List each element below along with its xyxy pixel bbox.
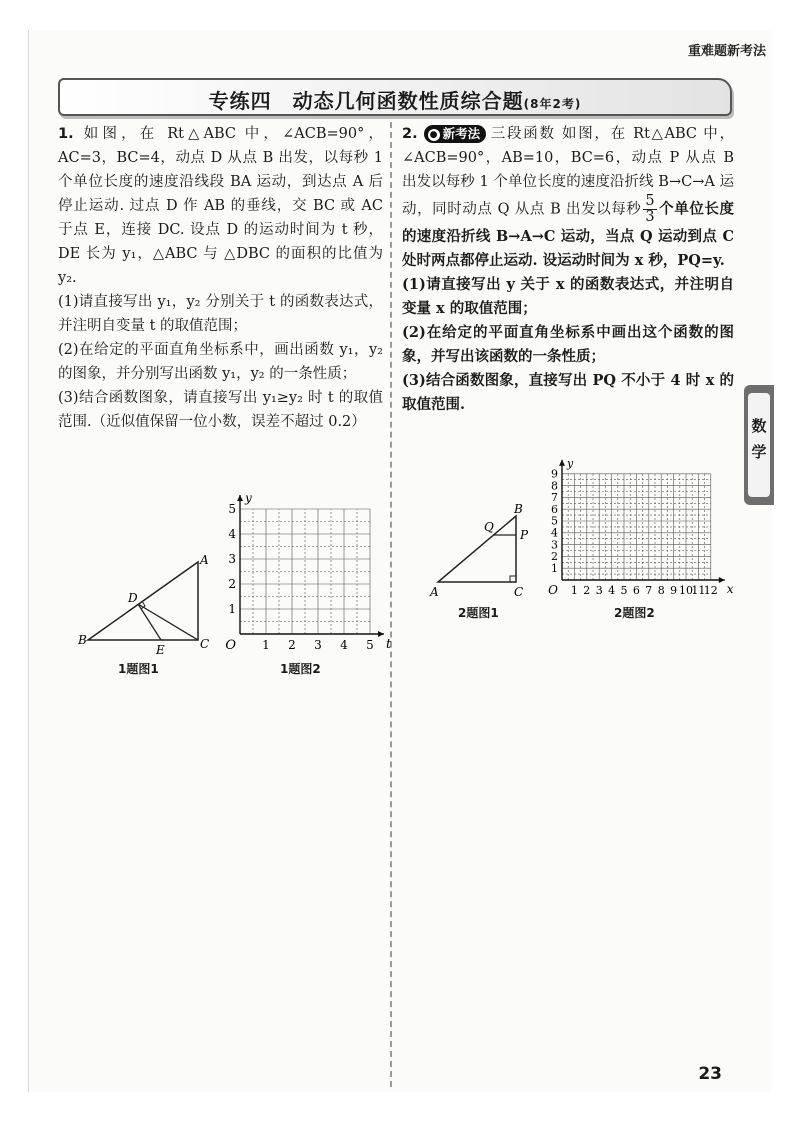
right-angle-mark-c (510, 576, 516, 582)
x-tick-label: 5 (620, 584, 628, 597)
y-axis-label: y (567, 456, 574, 470)
section-title-bar (58, 78, 732, 116)
x-axis-label: x (726, 582, 734, 596)
q1-figure-2 (218, 488, 390, 656)
question-1 (58, 122, 383, 434)
x-tick-label: 1 (262, 638, 270, 652)
y-tick-label: 2 (228, 577, 236, 591)
x-tick-label: 8 (657, 584, 665, 597)
q2-stem (402, 122, 734, 273)
side-tab-char-2: 学 (751, 443, 767, 461)
q2-part1: (1)请直接写出 y 关于 x 的函数表达式，并注明自变量 x 的取值范围； (402, 276, 734, 317)
q2-figure-2-caption: 2题图2 (614, 606, 655, 620)
label-d: D (128, 591, 138, 605)
x-tick-label: 7 (645, 584, 653, 597)
fraction-five-thirds (643, 194, 656, 225)
y-tick-label: 1 (228, 602, 236, 616)
y-tick-label: 1 (551, 561, 558, 575)
x-tick-label: 3 (595, 584, 603, 597)
label-b: B (78, 633, 87, 647)
y-tick-label: 3 (551, 538, 558, 552)
segment-de (138, 604, 161, 640)
y-axis-label: y (245, 491, 252, 505)
x-tick-label: 10 (679, 584, 693, 597)
q1-figure-1 (76, 548, 216, 658)
x-tick-label: 4 (608, 584, 616, 597)
question-2 (402, 122, 734, 417)
x-tick-label: 6 (632, 584, 640, 597)
q2-figure-1-caption: 2题图1 (458, 606, 499, 620)
fraction-numerator: 5 (645, 193, 655, 209)
q2-stem-b: 个单位长度的速度沿折线 B→A→C 运动，当点 Q 运动到点 C 处时两点都停止运动. 设运动时间为 x 秒，PQ=y. (402, 200, 734, 269)
label-p-q2: P (520, 528, 529, 542)
q1-triangle-diagram (76, 548, 216, 658)
q2-triangle-diagram (428, 500, 548, 600)
lightbulb-icon: ● (428, 129, 440, 141)
label-a: A (200, 553, 209, 567)
x-axis-label: t (386, 637, 392, 652)
y-tick-label: 6 (551, 502, 558, 516)
triangle-abc-q2 (438, 516, 516, 582)
y-tick-label: 7 (551, 491, 558, 505)
q2-coordinate-grid (542, 456, 738, 602)
badge-label: 新考法 (442, 126, 481, 141)
x-axis-arrow (719, 577, 725, 583)
label-c-q2: C (514, 585, 524, 599)
side-tab-char-1: 数 (751, 417, 767, 435)
subject-side-tab (744, 385, 774, 505)
q2-part3: (3)结合函数图象，直接写出 PQ 不小于 4 时 x 的取值范围. (402, 372, 734, 413)
q1-part1: (1)请直接写出 y₁，y₂ 分别关于 t 的函数表达式，并注明自变量 t 的取值范围； (58, 294, 383, 334)
q2-part2: (2)在给定的平面直角坐标系中画出这个函数的图象，并写出该函数的一条性质； (402, 324, 734, 365)
section-title-note: (8年2考) (523, 97, 582, 111)
x-tick-label: 1 (570, 584, 578, 597)
section-title-main: 专练四 动态几何函数性质综合题 (208, 89, 524, 113)
y-tick-label: 4 (228, 527, 236, 541)
header-label: 重难题新考法 (687, 44, 766, 59)
origin-label: O (225, 638, 236, 653)
y-tick-label: 4 (551, 526, 558, 540)
x-tick-label: 11 (691, 584, 706, 597)
section-title (60, 85, 730, 114)
new-method-badge (424, 125, 487, 143)
label-b-q2: B (514, 502, 523, 516)
y-tick-label: 2 (551, 550, 558, 564)
q2-figure-1 (428, 500, 548, 600)
label-c: C (200, 637, 210, 651)
x-tick-label: 5 (366, 638, 374, 652)
y-axis-arrow (237, 495, 243, 501)
x-axis-arrow (378, 631, 384, 637)
y-tick-label: 5 (551, 514, 558, 528)
triangle-abc (88, 562, 198, 640)
page-number: 23 (698, 1064, 722, 1084)
q2-number: 2. (402, 126, 418, 142)
q2-stem-a: 三段函数 如图，在 Rt△ABC 中，∠ACB=90°，AB=10，BC=6，动点 P 从点 B 出发以每秒 1 个单位长度的速度沿折线 B→C→A 运动，同时动点 Q 从点 B 出发以每秒 (402, 126, 734, 218)
y-tick-label: 5 (228, 502, 236, 516)
x-tick-label: 3 (314, 638, 322, 652)
q2-figure-2 (542, 456, 738, 602)
x-tick-label: 4 (340, 638, 348, 652)
origin-label: O (548, 583, 558, 597)
q1-part2: (2)在给定的平面直角坐标系中，画出函数 y₁，y₂ 的图象，并分别写出函数 y₁，y₂ 的一条性质； (58, 342, 383, 382)
subject-side-tab-label (748, 393, 770, 497)
x-tick-label: 2 (583, 584, 591, 597)
fraction-denominator: 3 (645, 209, 655, 225)
q1-figure-1-caption: 1题图1 (118, 662, 159, 676)
x-tick-label: 9 (670, 584, 678, 597)
x-tick-label: 2 (288, 638, 296, 652)
q1-number: 1. (58, 126, 74, 142)
q1-figure-2-caption: 1题图2 (280, 662, 321, 676)
y-tick-label: 3 (228, 552, 236, 566)
q1-stem (58, 122, 383, 290)
y-tick-label: 8 (551, 479, 558, 493)
q1-part3: (3)结合函数图象，请直接写出 y₁≥y₂ 时 t 的取值范围.（近似值保留一位小数，误差不超过 0.2） (58, 390, 383, 430)
label-a-q2: A (430, 585, 439, 599)
label-e: E (156, 643, 165, 657)
column-divider (390, 122, 392, 1087)
y-tick-label: 9 (551, 467, 558, 481)
segment-dc (138, 604, 198, 640)
label-q-q2: Q (484, 520, 494, 534)
x-tick-label: 12 (703, 584, 718, 597)
q1-coordinate-grid (218, 488, 390, 656)
q1-stem-text: 如图，在 Rt△ABC 中，∠ACB=90°，AC=3，BC=4，动点 D 从点 B 出发，以每秒 1 个单位长度的速度沿线段 BA 运动，到达点 A 后停止运动. 过点 D 作 AB 的垂线，交 BC 或 AC 于点 E，连接 DC. 设点 D 的运动时间为 t 秒，DE 长为 y₁，△ABC 与 △DBC 的面积的比值为 y₂. (58, 126, 383, 286)
